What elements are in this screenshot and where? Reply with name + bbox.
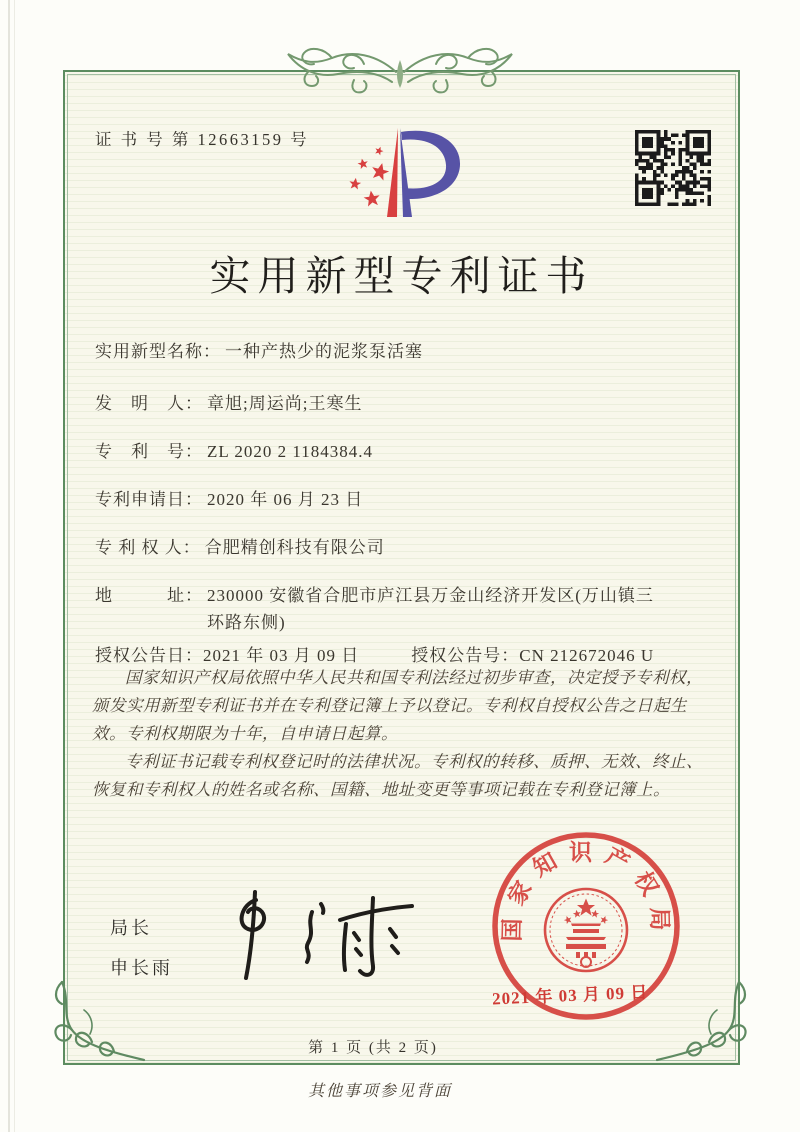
certificate-title: 实用新型专利证书 [209,253,594,299]
signature-icon [222,886,427,994]
scan-edge-line-2 [14,0,15,1132]
grant-date-value: 2021 年 03 月 09 日 [203,646,360,665]
cnipa-patent-logo-icon [333,113,473,233]
commissioner-name: 申长雨 [110,958,173,978]
qr-code [635,130,711,206]
grant-number-label: 授权公告号： [411,646,520,665]
field-label: 实用新型名称： [95,342,221,361]
legal-text [92,664,712,804]
certificate-fields [95,338,675,669]
legal-paragraph-2: 专利证书记载专利权登记时的法律状况。专利权的转移、质押、无效、终止、恢复和专利权人的姓名或名称、国籍、地址变更等事项记载在专利登记簿上。 [92,752,703,799]
seal-date: 2021 年 03 月 09 日 [491,982,649,1009]
legal-paragraph-1: 国家知识产权局依照中华人民共和国专利法经过初步审查，决定授予专利权，颁发实用新型专利证书并在专利登记簿上予以登记。专利权自授权公告之日起生效。专利权期限为十年，自申请日起算。 [92,668,703,743]
field-address [95,582,675,636]
field-label: 专 利 权 人： [95,538,201,557]
field-value: 2020 年 06 月 23 日 [207,490,364,509]
field-label: 地 址： [95,586,203,605]
scan-edge-line [8,0,10,1132]
commissioner-title: 局长 [110,918,152,938]
field-label: 专 利 号： [95,442,203,461]
svg-text:国家知识产权局: 国家知识产权局 [499,840,673,942]
back-side-note: 其他事项参见背面 [307,1083,452,1100]
field-value: 230000 安徽省合肥市庐江县万金山经济开发区(万山镇三环路东侧) [207,586,654,632]
field-value: 章旭;周运尚;王寒生 [207,394,363,413]
field-value: ZL 2020 2 1184384.4 [207,442,374,461]
grant-date-label: 授权公告日： [95,646,203,665]
page-number: 第 1 页 (共 2 页) [308,1040,438,1056]
field-patentee [95,534,675,561]
field-value: 合肥精创科技有限公司 [204,538,385,557]
field-inventors [95,390,675,417]
grant-number-value: CN 212672046 U [519,646,655,665]
field-filing-date [95,486,675,513]
field-utility-model-name [95,338,675,365]
certificate-number: 证 书 号 第 12663159 号 [95,130,310,149]
field-patent-number [95,438,675,465]
field-label: 专利申请日： [95,490,203,509]
field-value: 一种产热少的泥浆泵活塞 [225,342,423,361]
field-label: 发 明 人： [95,394,203,413]
